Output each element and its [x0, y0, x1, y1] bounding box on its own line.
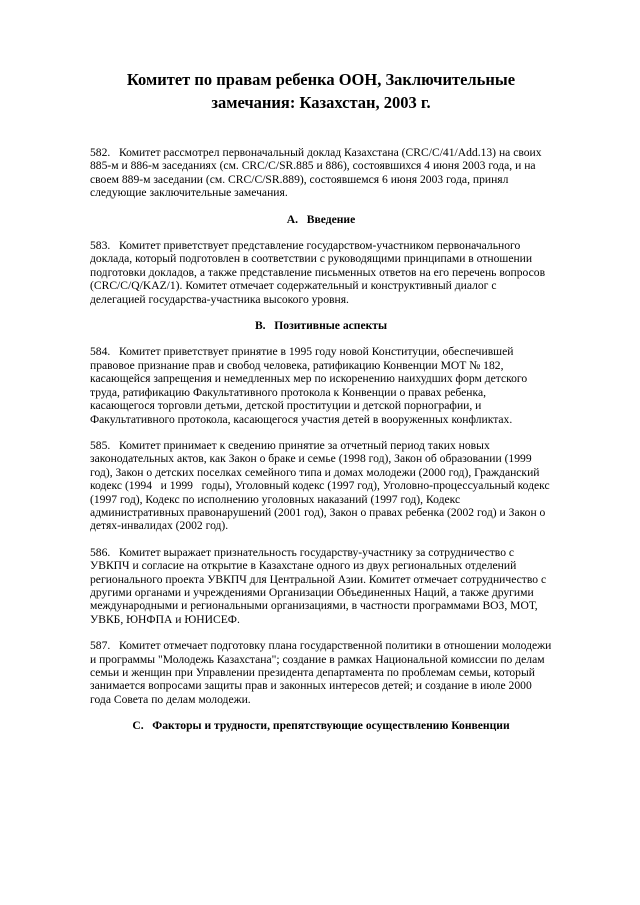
paragraph-584: 584. Комитет приветствует принятие в 1995 году новой Конституции, обеспечившей правовое признание прав и свобод человека, ратификацию Конвенции МОТ № 182, касающейся запрещения и немедленных мер по искоренению наихудших форм детского труда, ратификацию Факультативного протокола к Конвенции о правах ребенка, касающегося торговли детьми, детской проституции и детской порнографии, и Факультативного протокола, касающегося участия детей в вооруженных конфликтах. [90, 345, 531, 426]
paragraph-587: 587. Комитет отмечает подготовку плана государственной политики в отношении молодежи и программы "Молодежь Казахстана"; создание в рамках Национальной комиссии по делам семьи и женщин при Управлении президента департамента по проблемам семьи, который занимается вопросами защиты прав и законных интересов детей; и создание в июле 2000 года Совета по делам молодежи. [90, 639, 555, 706]
section-heading-b-positive-aspects: B. Позитивные аспекты [254, 319, 388, 333]
section-heading-a-introduction: A. Введение [286, 212, 356, 226]
document-title: Комитет по правам ребенка ООН, Заключительные замечания: Казахстан, 2003 г. [126, 70, 520, 112]
paragraph-583: 583. Комитет приветствует представление государством-участником первоначального доклада, который подготовлен в соответствии с руководящими принципами в отношении подготовки докладов, а также представление письменных ответов на его перечень вопросов (CRC/C/Q/KAZ/1). Комитет отмечает содержательный и конструктивный диалог с делегацией государства-участника высокого уровня. [90, 239, 548, 306]
section-heading-c-factors-difficulties: C. Факторы и трудности, препятствующие осуществлению Конвенции [132, 719, 510, 733]
paragraph-586: 586. Комитет выражает признательность государству-участнику за сотрудничество с УВКПЧ и согласие на открытие в Казахстане одного из двух региональных отделений регионального проекта УВКПЧ для Центральной Азии. Комитет отмечает сотрудничество с другими органами и учреждениями Организации Объединенных Наций, а также другими международными и региональными организациями, в частности программами ВОЗ, МОТ, УВКБ, ЮНФПА и ЮНИСЕФ. [90, 545, 549, 626]
paragraph-585: 585. Комитет принимает к сведению принятие за отчетный период таких новых законодательных актов, как Закон о браке и семье (1998 год), Закон об образовании (1999 год), Закон о детских поселках семейного типа и домах молодежи (2000 год), Гражданский кодекс (1994 и 1999 годы), Уголовный кодекс (1997 год), Уголовно-процессуальный кодекс (1997 год), Кодекс по исполнению уголовных наказаний (1997 год), Кодекс административных правонарушений (2001 год), Закон о правах ребенка (2002 год) и Закон о детях-инвалидах (2002 год). [90, 438, 553, 533]
paragraph-582: 582. Комитет рассмотрел первоначальный доклад Казахстана (CRC/C/41/Add.13) на своих 885-м и 886-м заседаниях (см. CRC/C/SR.885 и 886), состоявшихся 4 июня 2003 года, и на своем 889-м заседании (см. CRC/C/SR.889), состоявшемся 6 июня 2003 года, принял следующие заключительные замечания. [90, 146, 545, 200]
